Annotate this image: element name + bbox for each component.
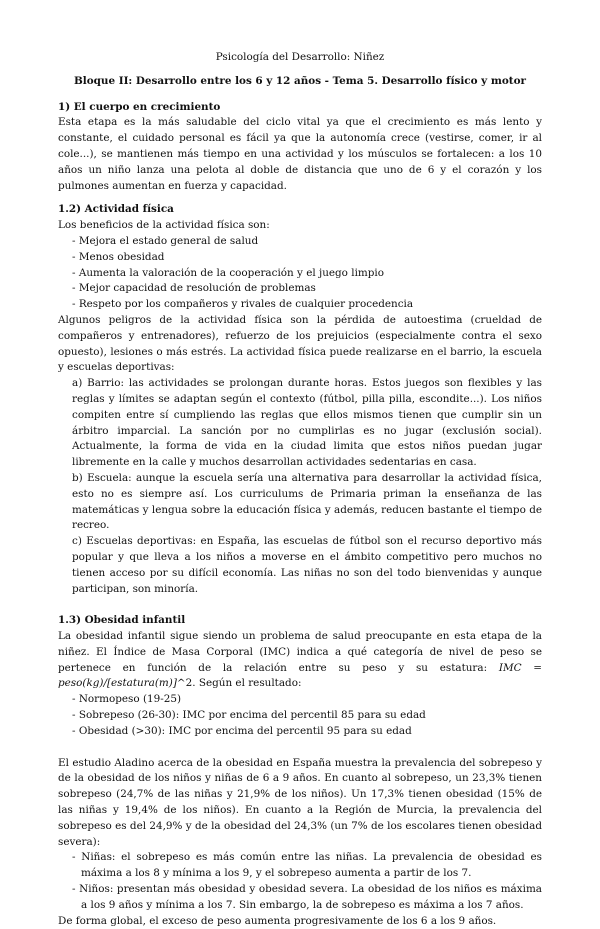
list-item: - Normopeso (19-25): [72, 692, 542, 708]
section-physical-activity: [58, 202, 542, 597]
paragraph: Los beneficios de la actividad física son:: [58, 219, 270, 232]
bmi-formula: IMC = peso(kg)/[estatura(m)]: [58, 661, 542, 690]
section-heading: 1.3) Obesidad infantil: [58, 614, 186, 627]
list-item: - Niños: presentan más obesidad y obesidad severa. La obesidad de los niños es máxima a los 9 años y mínima a los 7. Sin embargo, la de sobrepeso es máxima a los 7 años.: [72, 882, 542, 914]
list-item: - Niñas: el sobrepeso es más común entre las niñas. La prevalencia de obesidad es máxima a los 8 y mínima a los 9, y el sobrepeso aumenta a partir de los 7.: [72, 850, 542, 882]
list-item: - Menos obesidad: [72, 250, 542, 266]
list-item: a) Barrio: las actividades se prolongan durante horas. Estos juegos son flexibles y las reglas y límites se adaptan según el contexto (fútbol, pilla pilla, escondite...). Los niños compiten entre sí cumpliendo las reglas que ellos mismos tienen que cumplir sin un árbitro imparcial. La sanción por no cumplirlas es no jugar (exclusión social). Actualmente, la forma de vida en la ciudad limita que estos niños puedan jugar libremente en la calle y muchos desarrollan actividades sedentarias en casa.: [72, 377, 542, 469]
list-item: c) Escuelas deportivas: en España, las escuelas de fútbol son el recurso deportivo más popular y que lleva a los niños a moverse en el ámbito competitivo pero muchos no tienen acceso por su difícil economía. Las niñas no son del todo bienvenidas y aunque participan, son minoría.: [72, 535, 542, 595]
bmi-categories-list: [58, 692, 542, 739]
paragraph: De forma global, el exceso de peso aumenta progresivamente de los 6 a los 9 años.: [58, 914, 497, 927]
section-childhood-obesity: [58, 613, 542, 929]
spacer: [58, 740, 542, 756]
list-item: - Sobrepeso (26-30): IMC por encima del percentil 85 para su edad: [72, 708, 542, 724]
paragraph-text: La obesidad infantil sigue siendo un problema de salud preocupante en esta etapa de la niñez. El Índice de Masa Corporal (IMC) indica a qué categoría de nivel de peso se pertenece en función de la relación entre su peso y su estatura:: [58, 630, 542, 674]
paragraph: Esta etapa es la más saludable del ciclo vital ya que el crecimiento es más lento y constante, el cuidado personal es fácil ya que la autonomía crece (vestirse, comer, ir al cole...), se mantienen más tiempo en una actividad y los músculos se fortalecen: a los 10 años un niño lanza una pelota al doble de distancia que uno de 6 y el corazón y los pulmones aumentan en fuerza y capacidad.: [58, 116, 542, 192]
paragraph-text: ^2. Según el resultado:: [176, 677, 302, 690]
activity-settings-list: [58, 376, 542, 597]
section-heading: 1.2) Actividad física: [58, 203, 174, 216]
findings-list: [58, 850, 542, 913]
list-item: - Mejor capacidad de resolución de problemas: [72, 281, 542, 297]
list-item: b) Escuela: aunque la escuela sería una alternativa para desarrollar la actividad física, esto no es siempre así. Los curriculums de Primaria priman la enseñanza de las matemáticas y lengua sobre la educación física y además, reducen bastante el tiempo de recreo.: [72, 471, 542, 532]
document-subtitle: Bloque II: Desarrollo entre los 6 y 12 años - Tema 5. Desarrollo físico y motor: [74, 74, 526, 87]
paragraph: Algunos peligros de la actividad física son la pérdida de autoestima (crueldad de compañeros y entrenadores), refuerzo de los prejuicios (especialmente contra el sexo opuesto), lesiones o más estrés. La actividad física puede realizarse en el barrio, la escuela y escuelas deportivas:: [58, 313, 542, 374]
list-item: - Respeto por los compañeros y rivales de cualquier procedencia: [72, 297, 542, 313]
paragraph: El estudio Aladino acerca de la obesidad en España muestra la prevalencia del sobrepeso y de la obesidad de los niños y niñas de 6 a 9 años. En cuanto al sobrepeso, un 23,3% tienen sobrepeso (24,7% de las niñas y 21,9% de los niños). Un 17,3% tienen obesidad (15% de las niñas y 19,4% de los niños). En cuanto a la Región de Murcia, la prevalencia del sobrepeso es del 24,9% y de la obesidad del 24,3% (un 7% de los escolares tienen obesidad severa):: [58, 756, 542, 848]
section-heading: 1) El cuerpo en crecimiento: [58, 100, 221, 113]
benefits-list: [58, 234, 542, 313]
section-body-growth: [58, 100, 542, 195]
list-item: - Obesidad (>30): IMC por encima del percentil 95 para su edad: [72, 724, 542, 740]
list-item: - Mejora el estado general de salud: [72, 234, 542, 250]
document-header: Psicología del Desarrollo: Niñez: [215, 51, 385, 63]
list-item: - Aumenta la valoración de la cooperación y el juego limpio: [72, 266, 542, 282]
paragraph: [58, 629, 542, 692]
